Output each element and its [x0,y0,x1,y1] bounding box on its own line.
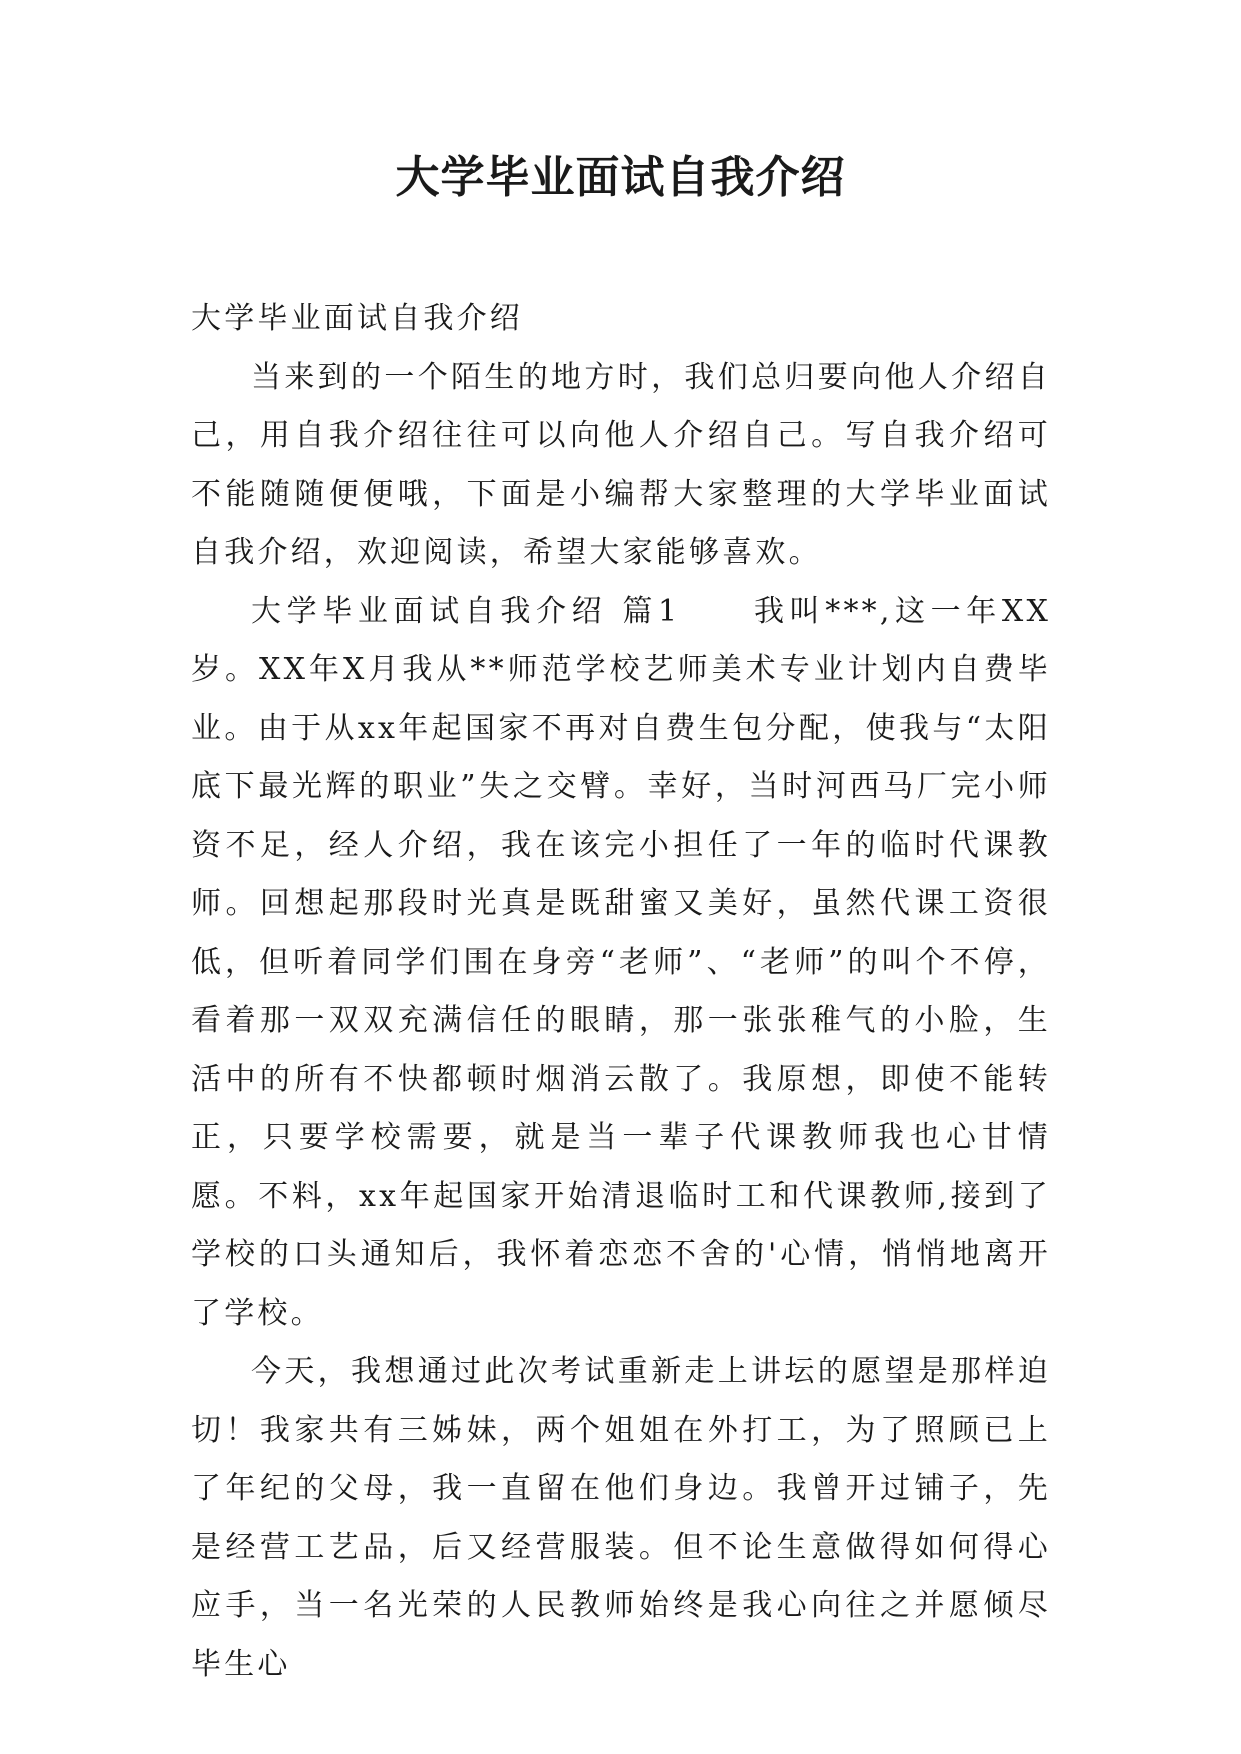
paragraph-article-1: 大学毕业面试自我介绍 篇1 我叫***,这一年XX岁。XX年X月我从**师范学校艺师美术专业计划内自费毕业。由于从xx年起国家不再对自费生包分配，使我与“太阳底下最光辉的职业”失之交臂。幸好，当时河西马厂完小师资不足，经人介绍，我在该完小担任了一年的临时代课教师。回想起那段时光真是既甜蜜又美好，虽然代课工资很低，但听着同学们围在身旁“老师”、“老师”的叫个不停，看着那一双双充满信任的眼睛，那一张张稚气的小脸，生活中的所有不快都顿时烟消云散了。我原想，即使不能转正，只要学校需要，就是当一辈子代课教师我也心甘情愿。不料，xx年起国家开始清退临时工和代课教师,接到了学校的口头通知后，我怀着恋恋不舍的'心情，悄悄地离开了学校。 [191,593,1051,1331]
paragraph-continuation: 今天，我想通过此次考试重新走上讲坛的愿望是那样迫切！我家共有三姊妹，两个姐姐在外打工，为了照顾已上了年纪的父母，我一直留在他们身边。我曾开过铺子，先是经营工艺品，后又经营服装。但不论生意做得如何得心应手，当一名光荣的人民教师始终是我心向往之并愿倾尽毕生心 [191,1354,1051,1682]
document-subtitle: 大学毕业面试自我介绍 [191,301,523,336]
document-body [191,290,1051,1694]
paragraph-intro: 当来到的一个陌生的地方时，我们总归要向他人介绍自己，用自我介绍往往可以向他人介绍自己。写自我介绍可不能随随便便哦，下面是小编帮大家整理的大学毕业面试自我介绍，欢迎阅读，希望大家能够喜欢。 [191,359,1051,570]
page-title: 大学毕业面试自我介绍 [395,152,846,203]
